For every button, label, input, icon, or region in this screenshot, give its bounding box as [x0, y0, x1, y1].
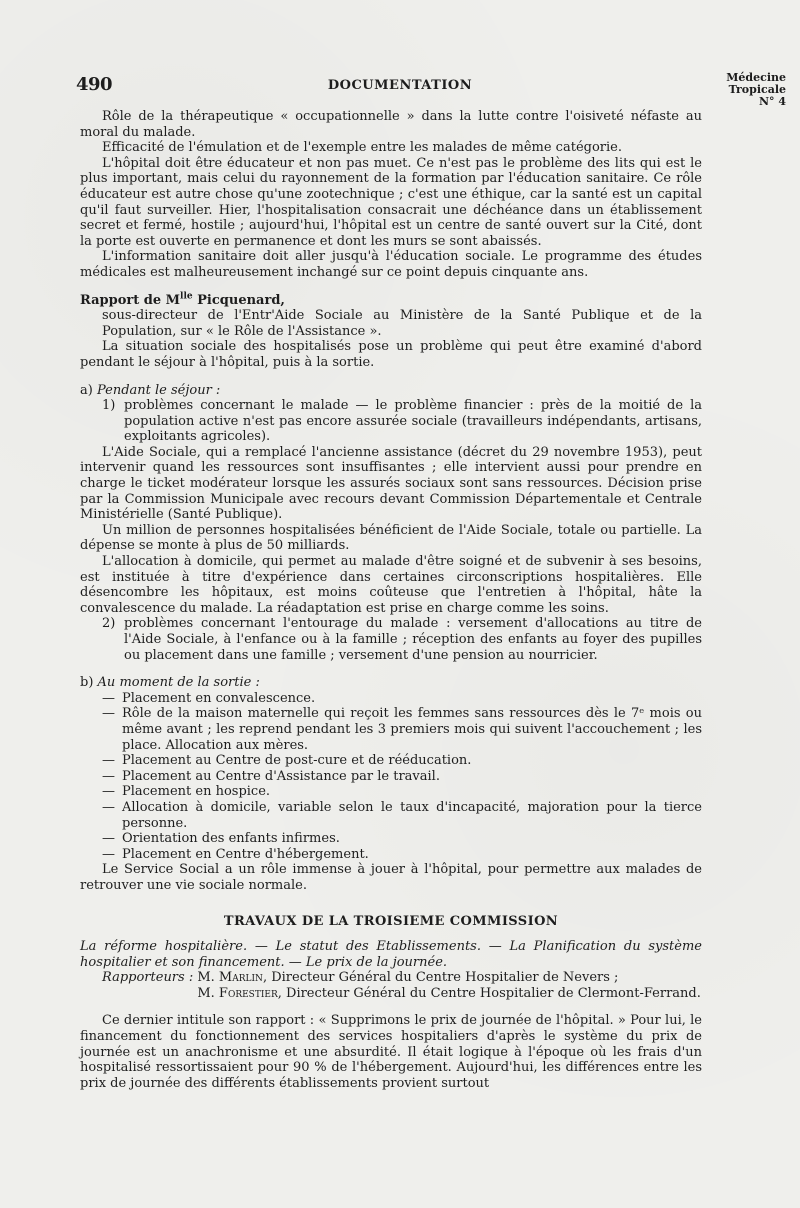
report-heading: [80, 293, 702, 309]
subsection-b-label: b): [80, 675, 94, 691]
dash-item: [80, 691, 702, 707]
dash-item-text: Allocation à domicile, variable selon le taux d'incapacité, majoration pour la tierce personne.: [122, 799, 702, 831]
journal-line-1: Médecine: [726, 71, 786, 84]
dash-mark: —: [102, 846, 115, 862]
dash-item: [80, 847, 702, 863]
dash-mark: —: [102, 753, 115, 769]
dash-mark: —: [102, 768, 115, 784]
report-subtitle: sous-directeur de l'Entr'Aide Sociale au Ministère de la Santé Publique et de la Population, sur « le Rôle de l'Assistance ».: [102, 308, 702, 339]
rapporteur-name: M. Marlin: [197, 970, 263, 986]
list-item-2: [80, 616, 702, 663]
paragraph: Efficacité de l'émulation et de l'exemple entre les malades de même catégorie.: [102, 140, 622, 156]
paragraph: L'Aide Sociale, qui a remplacé l'ancienne assistance (décret du 29 novembre 1953), peut intervenir quand les ressources sont insuffisantes ; elle intervient aussi pour prendre en charge le ticket modérateur lorsque les assurés sociaux sont sans ressources. Décision prise par la Commission Municipale avec recours devant Commission Départementale et Centrale Ministérielle (Santé Publique).: [80, 444, 702, 523]
paragraph: La situation sociale des hospitalisés pose un problème qui peut être examiné d'abord pendant le séjour à l'hôpital, puis à la sortie.: [80, 339, 702, 370]
dash-item-text: Placement en convalescence.: [122, 690, 316, 706]
list-item-number: 1): [102, 398, 116, 414]
dash-mark: —: [102, 831, 115, 847]
subsection-a-title: Pendant le séjour :: [96, 382, 221, 398]
dash-mark: —: [102, 706, 115, 722]
dash-item: [80, 753, 702, 769]
report-heading-name: Picquenard,: [192, 292, 285, 308]
rapporteurs-list: [193, 970, 702, 1001]
list-item-text: problèmes concernant l'entourage du malade : versement d'allocations au titre de l'Aide Sociale, à l'enfance ou à la famille ; réception des enfants au foyer des pupilles ou placement dans une famille ; versement d'une pension au nourricier.: [124, 616, 702, 663]
rapporteur-role: , Directeur Général du Centre Hospitalier de Nevers ;: [262, 970, 619, 986]
paragraph: Ce dernier intitule son rapport : « Supprimons le prix de journée de l'hôpital. » Pour lui, le financement du fonctionnement des services hospitaliers d'après le système du prix de journée est un anachronisme et une absurdité. Il était logique à l'époque où les frais d'un hospitalisé ressortissaient pour 90 % de l'hébergement. Aujourd'hui, les différences entre les prix de journée des différents établissements provient surtout: [80, 1013, 702, 1091]
dash-item: [80, 800, 702, 831]
dash-item-text: Orientation des enfants infirmes.: [122, 831, 340, 847]
report-heading-text: Rapport de M: [80, 292, 181, 308]
list-item-text: problèmes concernant le malade — le problème financier : près de la moitié de la population active n'est pas encore assurée sociale (travailleurs indépendants, artisans, exploitants agricoles).: [124, 398, 702, 445]
paragraph: L'hôpital doit être éducateur et non pas muet. Ce n'est pas le problème des lits qui est le plus important, mais celui du rayonnement de la formation par l'éducation sanitaire. Ce rôle éducateur est autre chose qu'une zootechnique ; c'est une éthique, car la santé est un capital qu'il faut surveiller. Hier, l'hospitalisation consacrait une déchéance dans un établissement secret et fermé, hostile ; aujourd'hui, l'hôpital est un centre de santé ouvert sur la Cité, dont la porte est ouverte en permanence et dont les murs se sont abaissés.: [80, 155, 702, 249]
dash-item-text: Placement au Centre de post-cure et de rééducation.: [122, 753, 472, 769]
list-item-number: 2): [102, 616, 116, 632]
commission-themes: La réforme hospitalière. — Le statut des Etablissements. — La Planification du système hospitalier et son financement. — Le prix de la journée.: [80, 939, 702, 970]
page-number: 490: [76, 74, 113, 95]
subsection-b-title: Au moment de la sortie :: [97, 675, 260, 691]
dash-mark: —: [102, 690, 115, 706]
document-body: [80, 109, 702, 1091]
dash-item: [80, 769, 702, 785]
journal-line-2: Tropicale: [728, 83, 786, 96]
paragraph: Un million de personnes hospitalisées bénéficient de l'Aide Sociale, totale ou partielle. La dépense se monte à plus de 50 milliards.: [80, 522, 702, 554]
dash-item-text: Rôle de la maison maternelle qui reçoit les femmes sans ressources dès le 7ᵉ mois ou même avant ; les reprend pendant les 3 premiers mois qui suivent l'accouchement ; les place. Allocation aux mères.: [122, 706, 702, 753]
paragraph: L'information sanitaire doit aller jusqu'à l'éducation sociale. Le programme des études médicales est malheureusement inchangé sur ce point depuis cinquante ans.: [80, 249, 702, 280]
journal-issue: N° 4: [758, 95, 786, 108]
section-title: TRAVAUX DE LA TROISIEME COMMISSION: [223, 913, 559, 929]
rapporteur: [193, 986, 702, 1002]
rapporteur-role: , Directeur Général du Centre Hospitalier de Clermont-Ferrand.: [277, 985, 701, 1001]
subsection-a-heading: [80, 383, 702, 399]
list-item-1: [80, 398, 702, 445]
subsection-a-label: a): [80, 382, 93, 398]
dash-item: [80, 784, 702, 800]
dash-item-text: Placement en Centre d'hébergement.: [122, 846, 369, 862]
section-header: DOCUMENTATION: [327, 78, 473, 93]
dash-mark: —: [102, 784, 115, 800]
journal-reference: [696, 72, 786, 108]
rapporteurs-label: Rapporteurs :: [102, 970, 194, 986]
paragraph: Rôle de la thérapeutique « occupationnelle » dans la lutte contre l'oisiveté néfaste au moral du malade.: [80, 109, 702, 140]
dash-item-text: Placement au Centre d'Assistance par le travail.: [122, 768, 440, 784]
rapporteur: [193, 970, 702, 986]
dash-mark: —: [102, 799, 115, 815]
dash-item: [80, 706, 702, 753]
paragraph: Le Service Social a un rôle immense à jouer à l'hôpital, pour permettre aux malades de retrouver une vie sociale normale.: [80, 862, 702, 893]
dash-item: [80, 831, 702, 847]
paragraph: L'allocation à domicile, qui permet au malade d'être soigné et de subvenir à ses besoins, est instituée à titre d'expérience dans certaines circonscriptions hospitalières. Elle désencombre les hôpitaux, est moins coûteuse que l'entretien à l'hôpital, hâte la convalescence du malade. La réadaptation est prise en charge comme les soins.: [80, 554, 702, 616]
report-heading-sup: lle: [180, 291, 193, 302]
subsection-b-heading: [80, 675, 702, 691]
rapporteur-name: M. Forestier: [197, 985, 278, 1001]
rapporteurs: [80, 970, 702, 1001]
dash-item-text: Placement en hospice.: [122, 784, 271, 800]
